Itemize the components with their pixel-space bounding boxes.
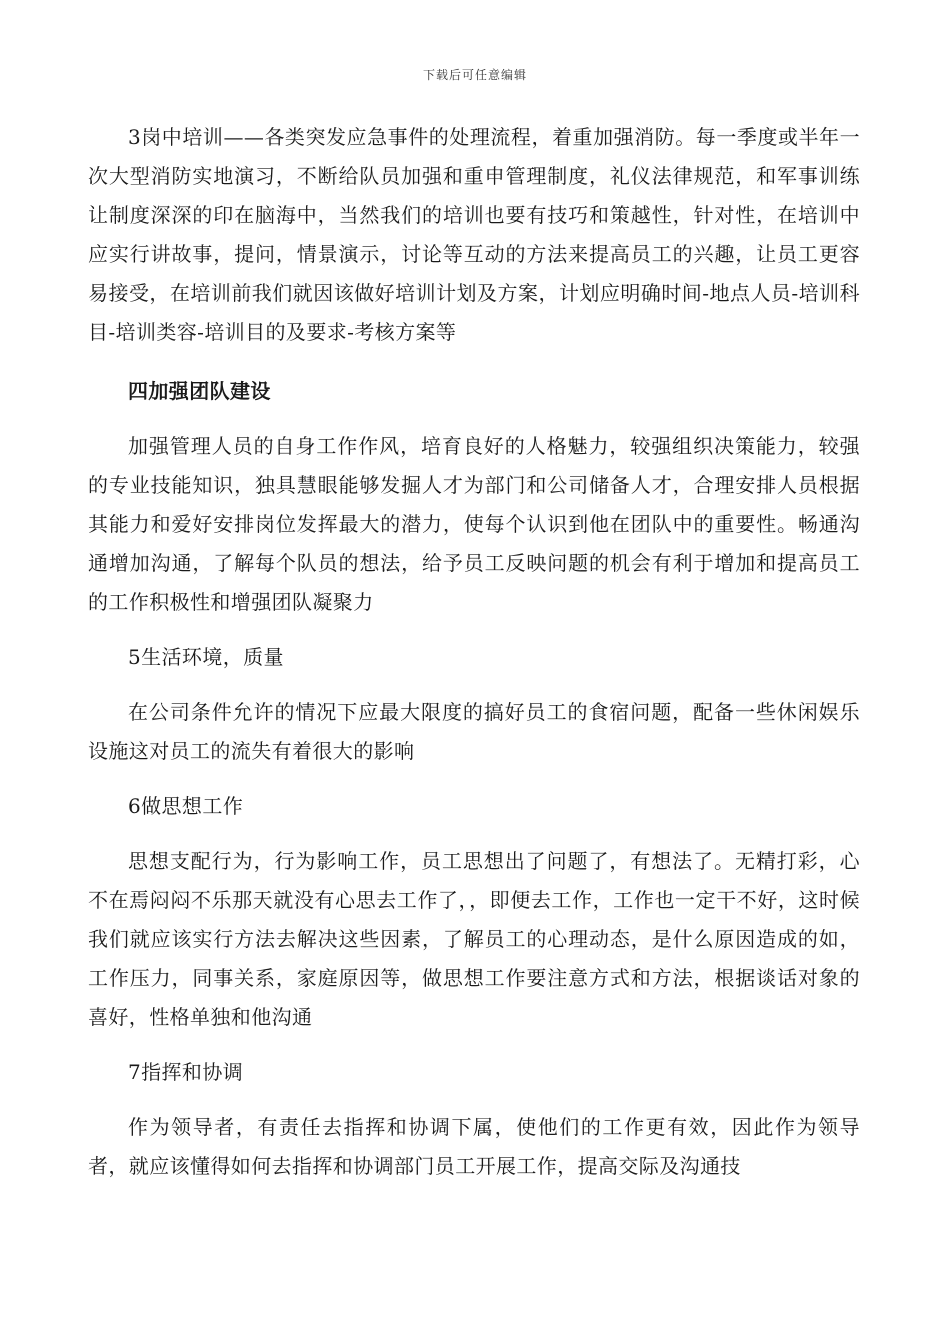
- document-body: [88, 118, 860, 1186]
- page-header: 下载后可任意编辑: [422, 68, 527, 82]
- heading-command-coordination: 7指挥和协调: [128, 1060, 244, 1084]
- heading-ideological-work: 6做思想工作: [128, 794, 244, 818]
- paragraph-team-building: 加强管理人员的自身工作作风，培育良好的人格魅力，较强组织决策能力，较强的专业技能知识，独具慧眼能够发掘人才为部门和公司储备人才，合理安排人员根据其能力和爱好安排岗位发挥最大的潜力，使每个认识到他在团队中的重要性。畅通沟通增加沟通，了解每个队员的想法，给予员工反映问题的机会有利于增加和提高员工的工作积极性和增强团队凝聚力: [88, 434, 860, 614]
- paragraph-living-environment: 在公司条件允许的情况下应最大限度的搞好员工的食宿问题，配备一些休闲娱乐设施这对员工的流失有着很大的影响: [88, 700, 860, 763]
- paragraph-training: 3岗中培训——各类突发应急事件的处理流程，着重加强消防。每一季度或半年一次大型消防实地演习，不断给队员加强和重申管理制度，礼仪法律规范，和军事训练让制度深深的印在脑海中，当然我们的培训也要有技巧和策越性，针对性，在培训中应实行讲故事，提问，情景演示，讨论等互动的方法来提高员工的兴趣，让员工更容易接受，在培训前我们就因该做好培训计划及方案，计划应明确时间-地点人员-培训科目-培训类容-培训目的及要求-考核方案等: [88, 125, 860, 344]
- heading-team-building: 四加强团队建设: [128, 379, 271, 403]
- heading-living-environment: 5生活环境，质量: [128, 645, 284, 669]
- paragraph-command-coordination: 作为领导者，有责任去指挥和协调下属，使他们的工作更有效，因此作为领导者，就应该懂得如何去指挥和协调部门员工开展工作，提高交际及沟通技: [88, 1115, 860, 1178]
- paragraph-ideological-work: 思想支配行为，行为影响工作，员工思想出了问题了，有想法了。无精打彩，心不在焉闷闷不乐那天就没有心思去工作了，，即便去工作，工作也一定干不好，这时候我们就应该实行方法去解决这些因素，了解员工的心理动态，是什么原因造成的如，工作压力，同事关系，家庭原因等，做思想工作要注意方式和方法，根据谈话对象的喜好，性格单独和他沟通: [88, 849, 860, 1029]
